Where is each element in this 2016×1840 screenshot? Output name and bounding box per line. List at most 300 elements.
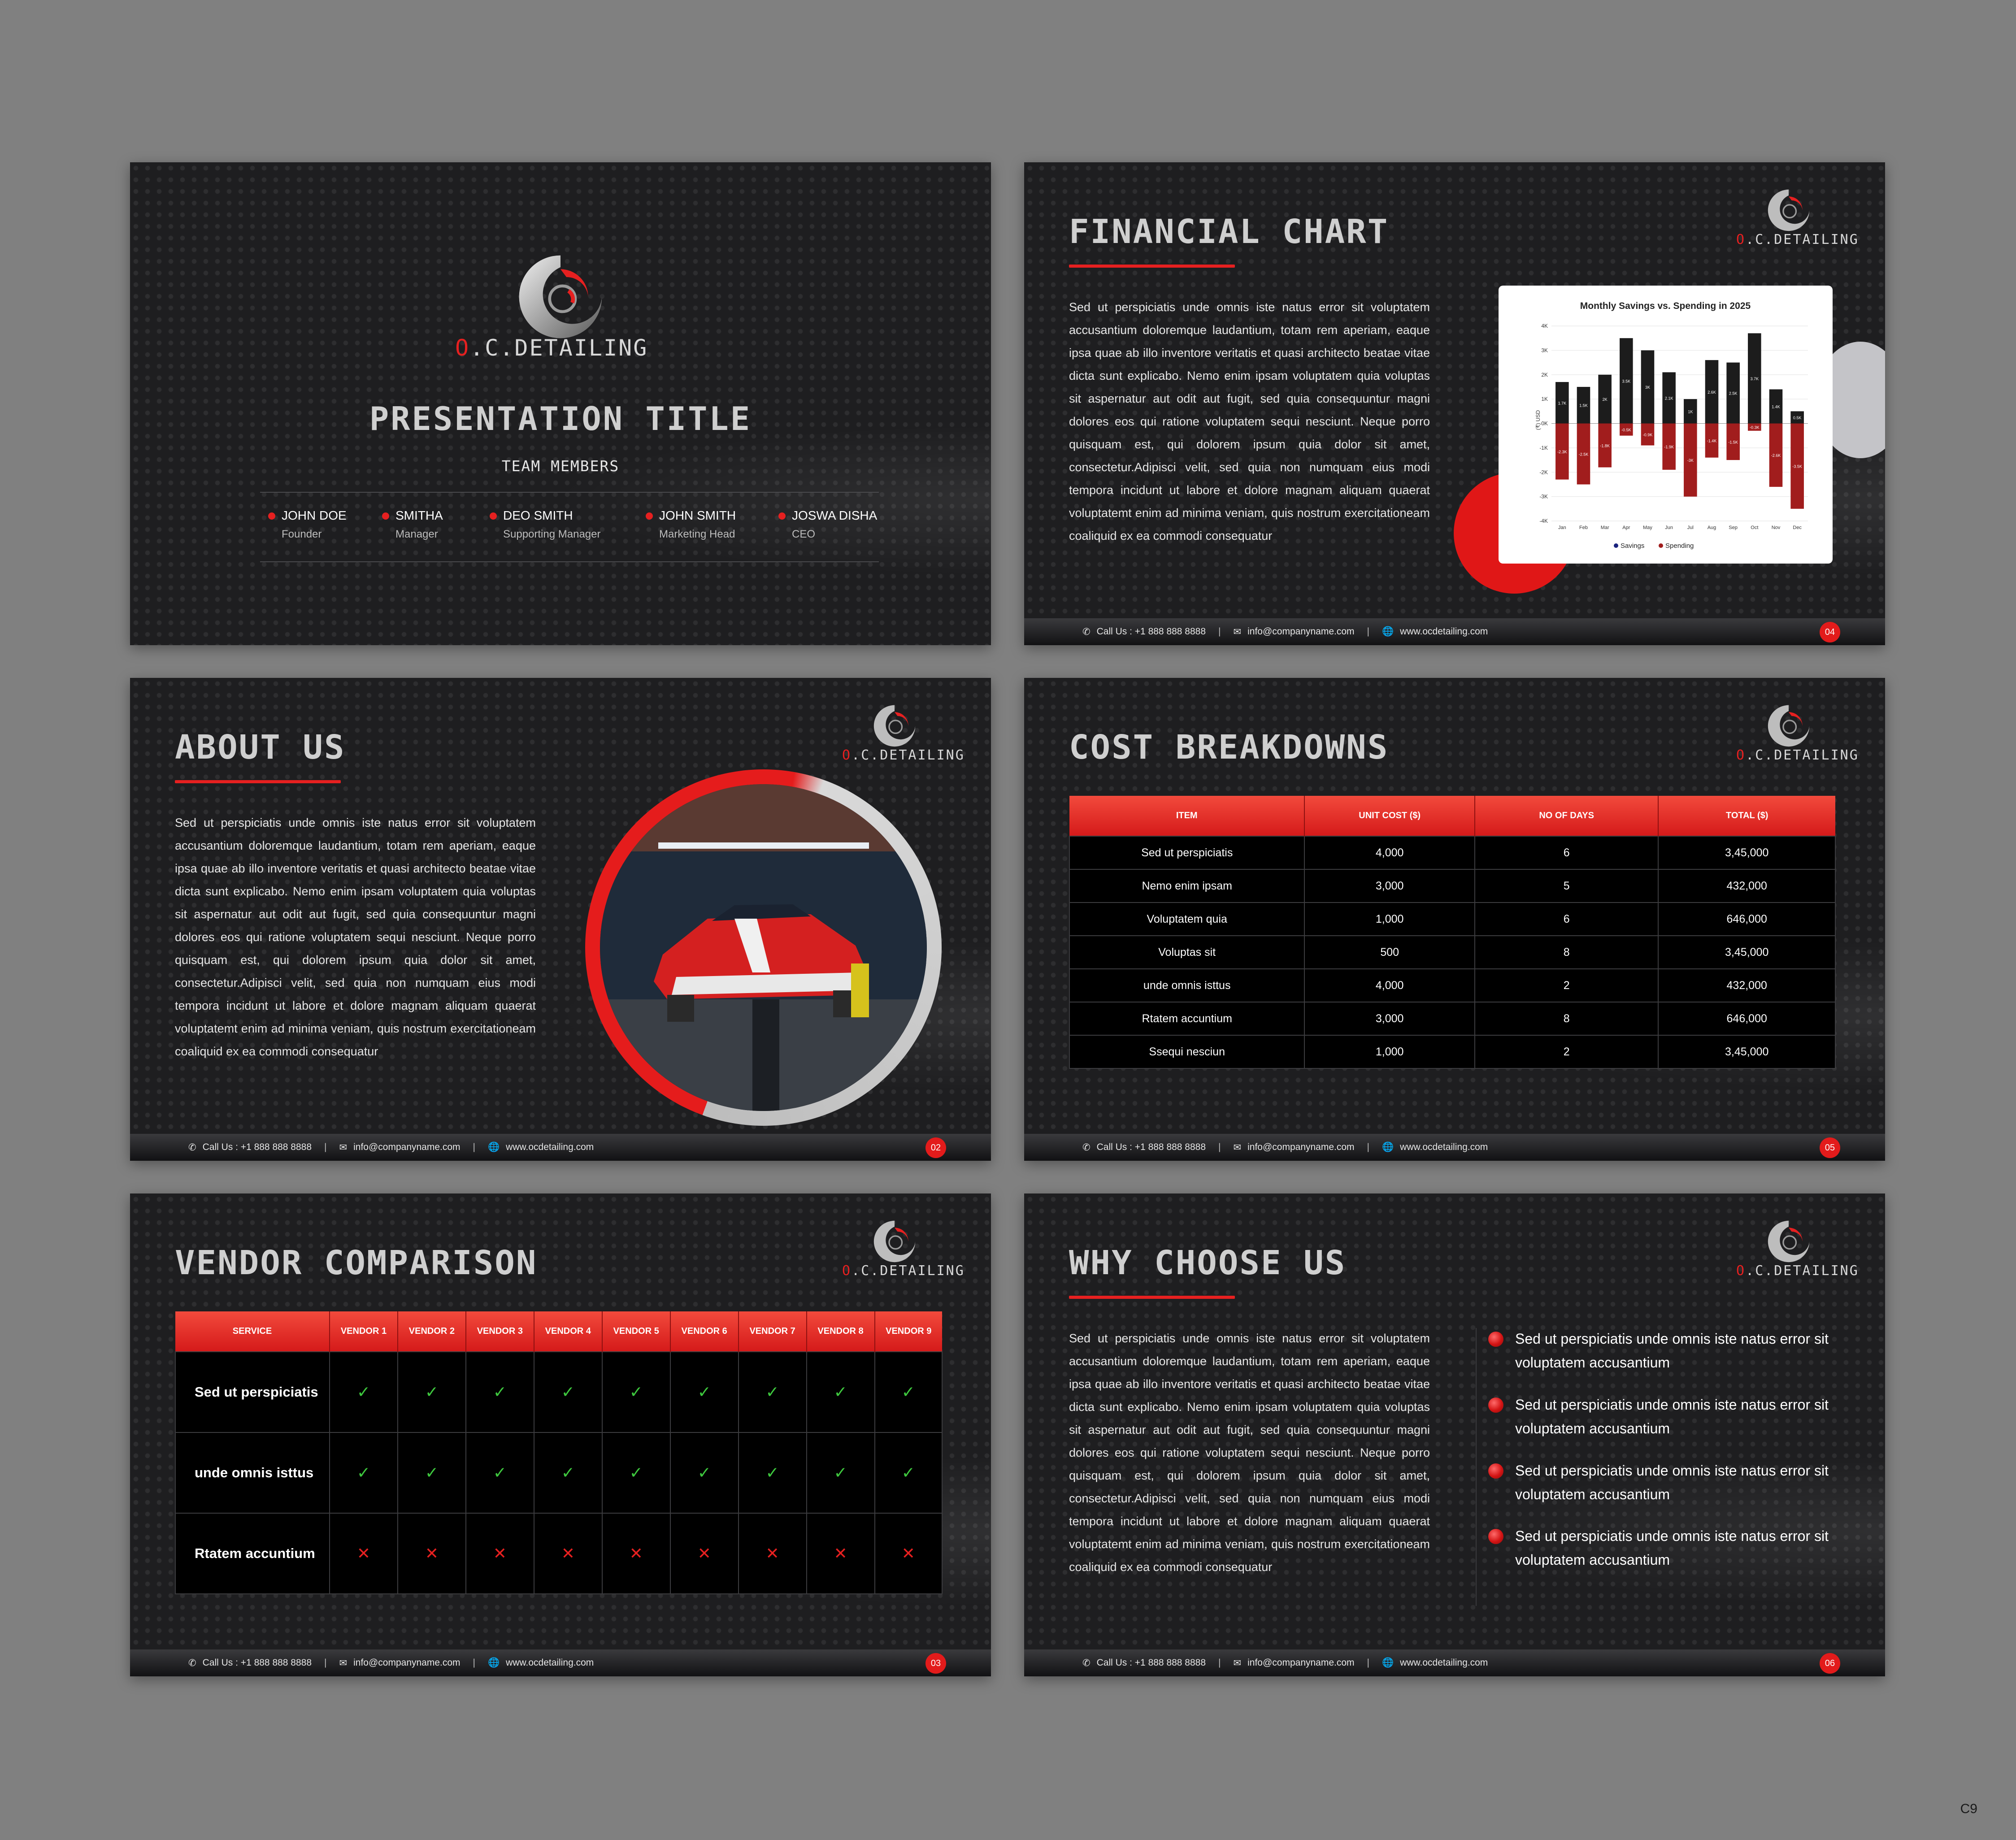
email-text: info@companyname.com: [1247, 1658, 1355, 1668]
table-row: [1069, 836, 1835, 869]
check-icon: ✓: [901, 1463, 915, 1482]
table-row: [175, 1513, 942, 1594]
vendor-cell: [398, 1513, 466, 1594]
x-tick-label: Sep: [1729, 525, 1738, 530]
globe-icon: 🌐: [488, 1658, 500, 1668]
slide-heading: ABOUT US: [175, 728, 346, 767]
brand-name-rest: .C.DETAILING: [470, 335, 648, 361]
team-member: [395, 508, 443, 541]
phone-icon: ✆: [188, 1142, 196, 1153]
slide-footer: [1024, 1134, 1885, 1161]
spending-data-label: -0.3K: [1750, 425, 1760, 430]
member-name: DEO SMITH: [503, 508, 573, 522]
vendor-cell: [739, 1513, 807, 1594]
feature-bullet: [1515, 1459, 1838, 1506]
member-role: Supporting Manager: [503, 528, 601, 540]
team-member: [503, 508, 600, 541]
vendor-cell: [602, 1352, 670, 1432]
spending-data-label: -1.8K: [1600, 443, 1610, 448]
table-row: [1069, 1035, 1835, 1068]
team-member: [792, 508, 877, 541]
brand-name-initial: O: [1736, 232, 1746, 247]
heading-underline: [1069, 265, 1235, 268]
presentation-title: PRESENTATION TITLE: [369, 400, 752, 438]
check-icon: ✓: [765, 1463, 779, 1482]
heading-underline: [175, 780, 341, 783]
vendor-cell: [330, 1513, 398, 1594]
table-cell: 8: [1475, 936, 1658, 969]
bullet-dot-icon: [1488, 1529, 1503, 1544]
vendor-cell: [330, 1432, 398, 1513]
y-axis-label: (₹) USD: [1535, 410, 1541, 430]
body-paragraph: Sed ut perspiciatis unde omnis iste natus error sit voluptatem accusantium doloremque laudantium, totam rem aperiam, eaque ipsa quae ab illo inventore veritatis et quasi architecto beatae vitae dicta sunt explicabo. Nemo enim ipsam voluptatem quia voluptas sit aspernatur aut odit aut fugit, sed quia consequuntur magni dolores eos qui ratione voluptatem sequi nesciunt. Neque porro quisquam est, qui dolorem ipsum quia dolor sit amet, consectetur.Adipisci velit, sed quia non numquam eius modi tempora incidunt ut labore et dolore magnam aliquam quaerat voluptatemt enim ad minima veniam, quis nostrum exercitationeam coaliquid ex ea commodi consequatur: [1069, 1332, 1430, 1574]
team-members-label: TEAM MEMBERS: [501, 457, 620, 475]
footer-phone[interactable]: [1082, 1142, 1206, 1153]
divider-bottom: [260, 561, 879, 562]
cross-icon: ✕: [629, 1544, 643, 1562]
vendor-cell: [670, 1513, 739, 1594]
slide-title-page: [130, 162, 991, 645]
cross-icon: ✕: [425, 1544, 439, 1562]
brand-name-rest: .C.DETAILING: [852, 747, 965, 763]
table-cell: 432,000: [1658, 969, 1835, 1002]
body-paragraph: Sed ut perspiciatis unde omnis iste natus error sit voluptatem accusantium doloremque laudantium, totam rem aperiam, eaque ipsa quae ab illo inventore veritatis et quasi architecto beatae vitae dicta sunt explicabo. Nemo enim ipsam voluptatem quia voluptas sit aspernatur aut odit aut fugit, sed quia consequuntur magni dolores eos qui ratione voluptatem sequi nesciunt. Neque porro quisquam est, qui dolorem ipsum quia dolor sit amet, consectetur.Adipisci velit, sed quia non numquam eius modi tempora incidunt ut labore et dolore magnam aliquam quaerat voluptatemt enim ad minima veniam, quis nostrum exercitationeam coaliquid ex ea commodi consequatur: [175, 816, 536, 1058]
x-tick-label: Jan: [1558, 525, 1566, 530]
savings-data-label: 1K: [1688, 409, 1693, 414]
cross-icon: ✕: [901, 1544, 915, 1562]
table-cell: 5: [1475, 869, 1658, 903]
footer-separator: |: [473, 1142, 476, 1152]
table-cell: unde omnis isttus: [1069, 969, 1304, 1002]
table-cell: 4,000: [1304, 969, 1475, 1002]
footer-separator: |: [1218, 1658, 1221, 1668]
email-text: info@companyname.com: [1247, 626, 1355, 637]
savings-data-label: 0.5K: [1793, 415, 1802, 420]
table-row: [175, 1352, 942, 1432]
page-number: 03: [925, 1653, 946, 1674]
page-number: 06: [1820, 1653, 1840, 1674]
column-header: VENDOR 6: [670, 1311, 739, 1352]
service-label: Sed ut perspiciatis: [175, 1352, 330, 1432]
member-name: JOSWA DISHA: [792, 508, 878, 522]
check-icon: ✓: [356, 1463, 371, 1482]
slide-heading: VENDOR COMPARISON: [175, 1244, 538, 1282]
check-icon: ✓: [493, 1383, 507, 1401]
slide-why-choose-us: [1024, 1193, 1885, 1676]
footer-separator: |: [1367, 626, 1370, 637]
mail-icon: ✉: [1233, 1142, 1242, 1153]
brand-logo-icon: [511, 247, 610, 346]
table-header-row: [175, 1311, 942, 1352]
spending-data-label: -1.5K: [1728, 440, 1738, 445]
footer-separator: |: [324, 1658, 327, 1668]
check-icon: ✓: [834, 1463, 847, 1482]
feature-bullet: [1515, 1393, 1838, 1441]
phone-icon: ✆: [1082, 1142, 1091, 1153]
brand-logo-icon: [1764, 701, 1813, 751]
x-tick-label: Mar: [1600, 525, 1609, 530]
brand-name: [1736, 232, 1859, 247]
heading-underline: [1069, 1296, 1235, 1299]
savings-data-label: 2.1K: [1664, 396, 1673, 401]
vendor-cell: [602, 1432, 670, 1513]
phone-icon: ✆: [188, 1658, 196, 1668]
slide-footer: [1024, 618, 1885, 645]
savings-data-label: 2.5K: [1729, 391, 1738, 396]
mail-icon: ✉: [339, 1142, 348, 1153]
savings-data-label: 2K: [1602, 397, 1608, 402]
bullet-dot-icon: [1488, 1463, 1503, 1479]
vendor-cell: [807, 1352, 875, 1432]
sports-car-image: [600, 784, 927, 1111]
car-photo: [600, 784, 927, 1111]
savings-data-label: 1.7K: [1558, 401, 1567, 406]
feature-bullet: [1515, 1327, 1838, 1375]
column-header: ITEM: [1069, 796, 1304, 836]
table-cell: 1,000: [1304, 1035, 1475, 1068]
brand-name-initial: O: [1736, 1263, 1746, 1279]
y-tick-label: -3K: [1539, 493, 1548, 500]
column-header: VENDOR 1: [330, 1311, 398, 1352]
member-role: Manager: [395, 528, 438, 540]
globe-icon: 🌐: [1382, 1142, 1394, 1152]
check-icon: ✓: [561, 1383, 575, 1401]
phone-icon: ✆: [1082, 626, 1091, 637]
table-cell: Voluptas sit: [1069, 936, 1304, 969]
spending-data-label: -3.5K: [1792, 464, 1802, 469]
feature-text: Sed ut perspiciatis unde omnis iste natus error sit voluptatem accusantium: [1515, 1528, 1829, 1568]
vendor-cell: [534, 1352, 602, 1432]
footer-email[interactable]: [1234, 1658, 1355, 1669]
vendor-cell: [807, 1432, 875, 1513]
savings-data-label: 3.5K: [1622, 379, 1631, 384]
brand-name: [1736, 1263, 1859, 1279]
check-icon: ✓: [425, 1463, 439, 1482]
cross-icon: ✕: [493, 1544, 507, 1562]
table-cell: Nemo enim ipsam: [1069, 869, 1304, 903]
footer-email[interactable]: [339, 1142, 461, 1153]
y-tick-label: -1K: [1539, 444, 1548, 451]
x-tick-label: Jul: [1687, 525, 1694, 530]
table-cell: 4,000: [1304, 836, 1475, 869]
spending-data-label: -0.9K: [1642, 432, 1653, 437]
page-number: 05: [1820, 1137, 1840, 1158]
cross-icon: ✕: [834, 1544, 847, 1562]
table-cell: 646,000: [1658, 1002, 1835, 1035]
table-cell: 3,45,000: [1658, 836, 1835, 869]
check-icon: ✓: [765, 1383, 779, 1401]
phone-text: Call Us : +1 888 888 8888: [202, 1142, 312, 1152]
table-row: [1069, 903, 1835, 936]
cross-icon: ✕: [561, 1544, 575, 1562]
x-tick-label: Apr: [1622, 525, 1630, 530]
vendor-cell: [466, 1513, 534, 1594]
column-header: VENDOR 5: [602, 1311, 670, 1352]
page-number: 02: [925, 1137, 946, 1158]
footer-website[interactable]: [1382, 1142, 1488, 1153]
spending-data-label: -1.4K: [1707, 438, 1717, 443]
table-cell: 8: [1475, 1002, 1658, 1035]
mail-icon: ✉: [1233, 1658, 1242, 1668]
footer-separator: |: [324, 1142, 327, 1152]
vendor-cell: [875, 1432, 943, 1513]
check-icon: ✓: [697, 1463, 711, 1482]
table-row: [1069, 969, 1835, 1002]
x-tick-label: Nov: [1771, 525, 1781, 530]
check-icon: ✓: [493, 1463, 507, 1482]
column-divider: [1476, 1328, 1477, 1606]
brand-name-rest: .C.DETAILING: [1746, 1263, 1859, 1279]
brand-name: [1736, 747, 1859, 763]
check-icon: ✓: [834, 1383, 847, 1401]
column-header: NO OF DAYS: [1475, 796, 1658, 836]
table-row: [175, 1432, 942, 1513]
check-icon: ✓: [356, 1383, 371, 1401]
page-number: 04: [1820, 622, 1840, 642]
table-cell: 6: [1475, 836, 1658, 869]
x-tick-label: Jun: [1665, 525, 1673, 530]
y-tick-label: 2K: [1541, 371, 1548, 378]
brand-name: [455, 335, 648, 361]
mail-icon: ✉: [339, 1658, 348, 1668]
slide-footer: [130, 1649, 991, 1676]
brand-logo-icon: [1764, 186, 1813, 235]
brand-name-rest: .C.DETAILING: [1746, 747, 1859, 763]
team-member: [659, 508, 736, 541]
vendor-cell: [534, 1513, 602, 1594]
table-cell: 2: [1475, 1035, 1658, 1068]
bullet-dot: [778, 512, 786, 520]
y-tick-label: -2K: [1539, 469, 1548, 476]
website-text: www.ocdetailing.com: [506, 1658, 594, 1668]
cross-icon: ✕: [765, 1544, 779, 1562]
sheet-code: C9: [1960, 1801, 1977, 1816]
brand-name-rest: .C.DETAILING: [1746, 232, 1859, 247]
website-text: www.ocdetailing.com: [1400, 626, 1488, 637]
bullet-dot: [646, 512, 653, 520]
check-icon: ✓: [629, 1463, 643, 1482]
check-icon: ✓: [901, 1383, 915, 1401]
check-icon: ✓: [629, 1383, 643, 1401]
slide-heading: WHY CHOOSE US: [1069, 1244, 1347, 1282]
vendor-cell: [739, 1352, 807, 1432]
member-role: Marketing Head: [659, 528, 735, 540]
vendor-cell: [875, 1513, 943, 1594]
vendor-cell: [670, 1432, 739, 1513]
footer-website[interactable]: [488, 1142, 594, 1153]
table-cell: 3,45,000: [1658, 1035, 1835, 1068]
table-cell: 6: [1475, 903, 1658, 936]
table-cell: 500: [1304, 936, 1475, 969]
table-cell: 3,000: [1304, 869, 1475, 903]
column-header: VENDOR 4: [534, 1311, 602, 1352]
member-role: Founder: [282, 528, 322, 540]
spending-data-label: -1.9K: [1664, 445, 1674, 450]
vendor-comparison-table: [175, 1311, 943, 1594]
spending-data-label: -2.6K: [1771, 453, 1781, 458]
column-header: SERVICE: [175, 1311, 330, 1352]
check-icon: ✓: [561, 1463, 575, 1482]
service-label: unde omnis isttus: [175, 1432, 330, 1513]
member-name: JOHN DOE: [282, 508, 347, 522]
spending-data-label: -2.3K: [1557, 450, 1567, 455]
footer-separator: |: [1367, 1658, 1370, 1668]
table-cell: Sed ut perspiciatis: [1069, 836, 1304, 869]
spending-data-label: -0.5K: [1621, 428, 1631, 433]
vendor-cell: [466, 1432, 534, 1513]
member-role: CEO: [792, 528, 816, 540]
chart-legend: [1614, 542, 1694, 550]
table-cell: 646,000: [1658, 903, 1835, 936]
legend-label-savings: Savings: [1621, 542, 1645, 550]
table-cell: Rtatem accuntium: [1069, 1002, 1304, 1035]
footer-phone[interactable]: [1082, 626, 1206, 638]
website-text: www.ocdetailing.com: [1400, 1142, 1488, 1152]
chart-title: Monthly Savings vs. Spending in 2025: [1580, 301, 1751, 311]
y-tick-label: 1K: [1541, 396, 1548, 403]
y-tick-label: -4K: [1539, 518, 1548, 524]
column-header: UNIT COST ($): [1304, 796, 1475, 836]
email-text: info@companyname.com: [353, 1142, 461, 1152]
x-tick-label: May: [1643, 525, 1652, 530]
legend-label-spending: Spending: [1665, 542, 1694, 550]
table-cell: 3,000: [1304, 1002, 1475, 1035]
feature-text: Sed ut perspiciatis unde omnis iste natus error sit voluptatem accusantium: [1515, 1397, 1829, 1436]
footer-email[interactable]: [1234, 1142, 1355, 1153]
x-tick-label: Oct: [1751, 525, 1759, 530]
x-tick-label: Aug: [1707, 525, 1716, 530]
body-paragraph: Sed ut perspiciatis unde omnis iste natus error sit voluptatem accusantium doloremque laudantium, totam rem aperiam, eaque ipsa quae ab illo inventore veritatis et quasi architecto beatae vitae dicta sunt explicabo. Nemo enim ipsam voluptatem quia voluptas sit aspernatur aut odit aut fugit, sed quia consequuntur magni dolores eos qui ratione voluptatem sequi nesciunt. Neque porro quisquam est, qui dolorem ipsum quia dolor sit amet, consectetur.Adipisci velit, sed quia non numquam eius modi tempora incidunt ut labore et dolore magnam aliquam quaerat voluptatemt enim ad minima veniam, quis nostrum exercitationeam coaliquid ex ea commodi consequatur: [1069, 300, 1430, 542]
divider-top: [260, 492, 879, 493]
email-text: info@companyname.com: [1247, 1142, 1355, 1152]
website-text: www.ocdetailing.com: [506, 1142, 594, 1152]
bullet-dot-icon: [1488, 1397, 1503, 1413]
vendor-cell: [875, 1352, 943, 1432]
phone-text: Call Us : +1 888 888 8888: [1096, 626, 1206, 637]
footer-website[interactable]: [1382, 626, 1488, 637]
slide-about-us: [130, 678, 991, 1161]
slide-heading: COST BREAKDOWNS: [1069, 728, 1389, 767]
slide-heading: FINANCIAL CHART: [1069, 213, 1389, 251]
column-header: VENDOR 8: [807, 1311, 875, 1352]
footer-separator: |: [473, 1658, 476, 1668]
globe-icon: 🌐: [1382, 626, 1394, 637]
legend-marker-spending: [1659, 543, 1663, 548]
phone-icon: ✆: [1082, 1658, 1091, 1668]
legend-marker-savings: [1614, 543, 1618, 548]
spending-data-label: -2.5K: [1578, 452, 1589, 457]
table-cell: 432,000: [1658, 869, 1835, 903]
table-cell: Ssequi nesciun: [1069, 1035, 1304, 1068]
slide-footer: [130, 1134, 991, 1161]
brand-logo-icon: [870, 1217, 919, 1266]
y-tick-label: 0K: [1541, 420, 1548, 427]
x-tick-label: Feb: [1579, 525, 1588, 530]
slide-cost-breakdowns: [1024, 678, 1885, 1161]
team-member: [282, 508, 347, 541]
footer-email[interactable]: [1234, 626, 1355, 638]
savings-data-label: 3K: [1645, 385, 1651, 390]
footer-separator: |: [1218, 1142, 1221, 1152]
table-row: [1069, 1002, 1835, 1035]
footer-website[interactable]: [488, 1658, 594, 1668]
footer-phone[interactable]: [188, 1142, 312, 1153]
table-row: [1069, 936, 1835, 969]
feature-bullet: [1515, 1524, 1838, 1572]
brand-name-initial: O: [1736, 747, 1746, 763]
check-icon: ✓: [425, 1383, 439, 1401]
service-label: Rtatem accuntium: [175, 1513, 330, 1594]
vendor-cell: [670, 1352, 739, 1432]
phone-text: Call Us : +1 888 888 8888: [1096, 1142, 1206, 1152]
feature-text: Sed ut perspiciatis unde omnis iste natus error sit voluptatem accusantium: [1515, 1462, 1829, 1502]
vendor-cell: [398, 1432, 466, 1513]
brand-name-initial: O: [842, 747, 852, 763]
vendor-cell: [466, 1352, 534, 1432]
table-cell: Voluptatem quia: [1069, 903, 1304, 936]
vendor-cell: [534, 1432, 602, 1513]
slide-vendor-comparison: [130, 1193, 991, 1676]
globe-icon: 🌐: [1382, 1658, 1394, 1668]
brand-name-initial: O: [842, 1263, 852, 1279]
savings-data-label: 2.6K: [1708, 390, 1716, 395]
footer-email[interactable]: [339, 1658, 461, 1669]
column-header: VENDOR 9: [875, 1311, 943, 1352]
phone-text: Call Us : +1 888 888 8888: [1096, 1658, 1206, 1668]
footer-phone[interactable]: [188, 1658, 312, 1669]
website-text: www.ocdetailing.com: [1400, 1658, 1488, 1668]
column-header: TOTAL ($): [1658, 796, 1835, 836]
y-tick-label: 4K: [1541, 323, 1548, 329]
bullet-dot: [268, 512, 275, 520]
savings-spending-chart: [1499, 286, 1833, 564]
brand-logo-icon: [1764, 1217, 1813, 1266]
mail-icon: ✉: [1233, 626, 1242, 637]
brand-name-initial: O: [455, 335, 470, 361]
x-tick-label: Dec: [1793, 525, 1802, 530]
column-header: VENDOR 2: [398, 1311, 466, 1352]
chart-card: [1499, 286, 1833, 564]
cost-table: [1069, 796, 1836, 1069]
vendor-cell: [398, 1352, 466, 1432]
column-header: VENDOR 3: [466, 1311, 534, 1352]
bullet-dot-icon: [1488, 1332, 1503, 1347]
footer-website[interactable]: [1382, 1658, 1488, 1668]
cross-icon: ✕: [356, 1544, 371, 1562]
check-icon: ✓: [697, 1383, 711, 1401]
table-row: [1069, 869, 1835, 903]
y-tick-label: 3K: [1541, 347, 1548, 354]
table-cell: 3,45,000: [1658, 936, 1835, 969]
feature-text: Sed ut perspiciatis unde omnis iste natus error sit voluptatem accusantium: [1515, 1331, 1829, 1371]
vendor-cell: [602, 1513, 670, 1594]
phone-text: Call Us : +1 888 888 8888: [202, 1658, 312, 1668]
savings-data-label: 1.4K: [1772, 404, 1780, 409]
bullet-dot: [382, 512, 389, 520]
column-header: VENDOR 7: [739, 1311, 807, 1352]
savings-data-label: 3.7K: [1750, 376, 1759, 381]
cross-icon: ✕: [697, 1544, 711, 1562]
table-cell: 1,000: [1304, 903, 1475, 936]
slide-footer: [1024, 1649, 1885, 1676]
footer-separator: |: [1367, 1142, 1370, 1152]
slide-financial-chart: [1024, 162, 1885, 645]
vendor-cell: [330, 1352, 398, 1432]
table-header-row: [1069, 796, 1835, 836]
savings-data-label: 1.5K: [1579, 403, 1588, 408]
member-name: JOHN SMITH: [659, 508, 736, 522]
footer-phone[interactable]: [1082, 1658, 1206, 1669]
